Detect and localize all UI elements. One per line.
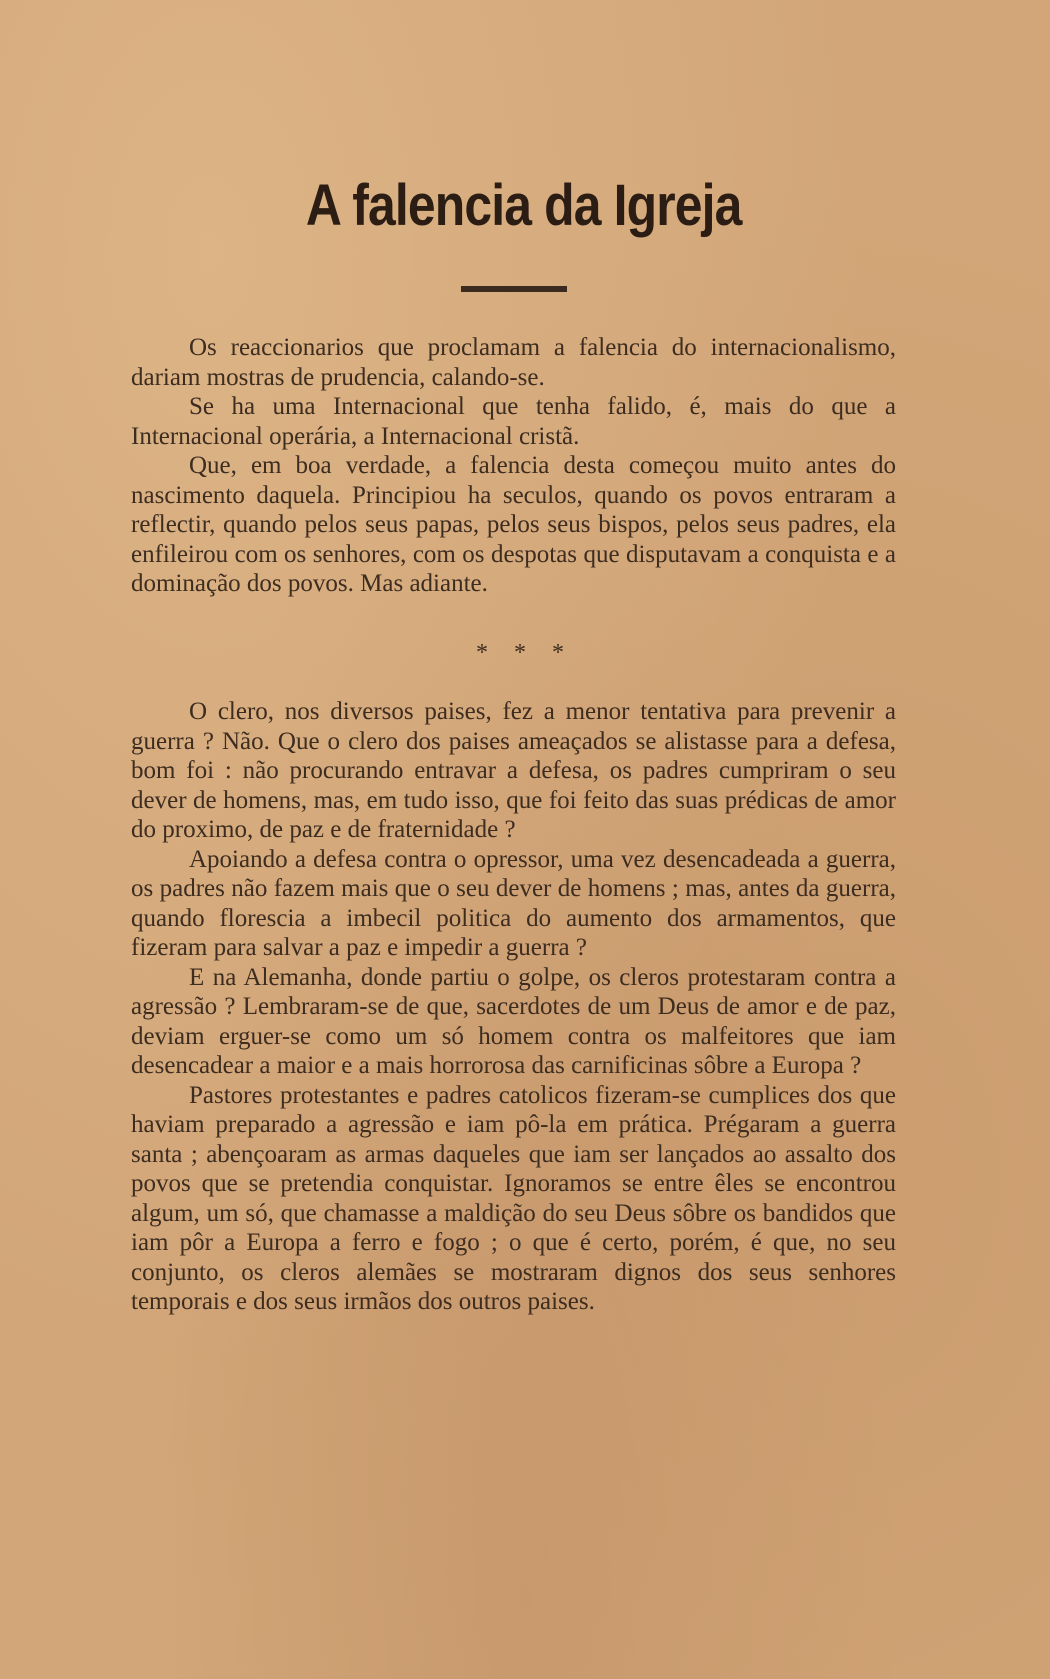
paragraph: Apoiando a defesa contra o opressor, uma vez desencadeada a guerra, os padres não fazem mais que o seu dever de homens ; mas, antes da guerra, quando florescia a imbecil politica do aumento dos armamentos, que fizeram para salvar a paz e impedir a guerra ? xyxy=(131,845,896,961)
section-2 xyxy=(131,697,896,1317)
paragraph: Os reaccionarios que proclamam a falencia do internacionalismo, dariam mostras de prudencia, calando-se. xyxy=(131,334,896,391)
separator-text: * * * xyxy=(476,640,574,666)
title-rule xyxy=(461,286,567,292)
section-separator xyxy=(0,640,1050,667)
paragraph: O clero, nos diversos paises, fez a menor tentativa para prevenir a guerra ? Não. Que o clero dos paises ameaçados se alistasse para a defesa, bom foi : não procurando entravar a defesa, os padres cumpriram o seu dever de homens, mas, em tudo isso, que foi feito das suas prédicas de amor do proximo, de paz e de fraternidade ? xyxy=(131,698,896,843)
paragraph: Que, em boa verdade, a falencia desta começou muito antes do nascimento daquela. Principiou ha seculos, quando os povos entraram a reflectir, quando pelos seus papas, pelos seus bispos, pelos seus padres, ela enfileirou com os senhores, com os despotas que disputavam a conquista e a dominação dos povos. Mas adiante. xyxy=(131,452,896,597)
paragraph: Se ha uma Internacional que tenha falido, é, mais do que a Internacional operária, a Internacional cristã. xyxy=(131,393,896,450)
paragraph: Pastores protestantes e padres catolicos fizeram-se cumplices dos que haviam preparado a agressão e iam pô-la em prática. Prégaram a guerra santa ; abençoaram as armas daqueles que iam ser lançados ao assalto dos povos que se pretendia conquistar. Ignoramos se entre êles se encontrou algum, um só, que chamasse a maldição do seu Deus sôbre os bandidos que iam pôr a Europa a ferro e fogo ; o que é certo, porém, é que, no seu conjunto, os cleros alemães se mostraram dignos dos seus senhores temporais e dos seus irmãos dos outros paises. xyxy=(131,1081,896,1315)
section-1 xyxy=(131,333,896,599)
page-title: A falencia da Igreja xyxy=(305,173,742,238)
paragraph: E na Alemanha, donde partiu o golpe, os cleros protestaram contra a agressão ? Lembraram-se de que, sacerdotes de um Deus de amor e de paz, deviam erguer-se como um só homem contra os malfeitores que iam desencadear a maior e a mais horrorosa das carnificinas sôbre a Europa ? xyxy=(131,963,896,1079)
